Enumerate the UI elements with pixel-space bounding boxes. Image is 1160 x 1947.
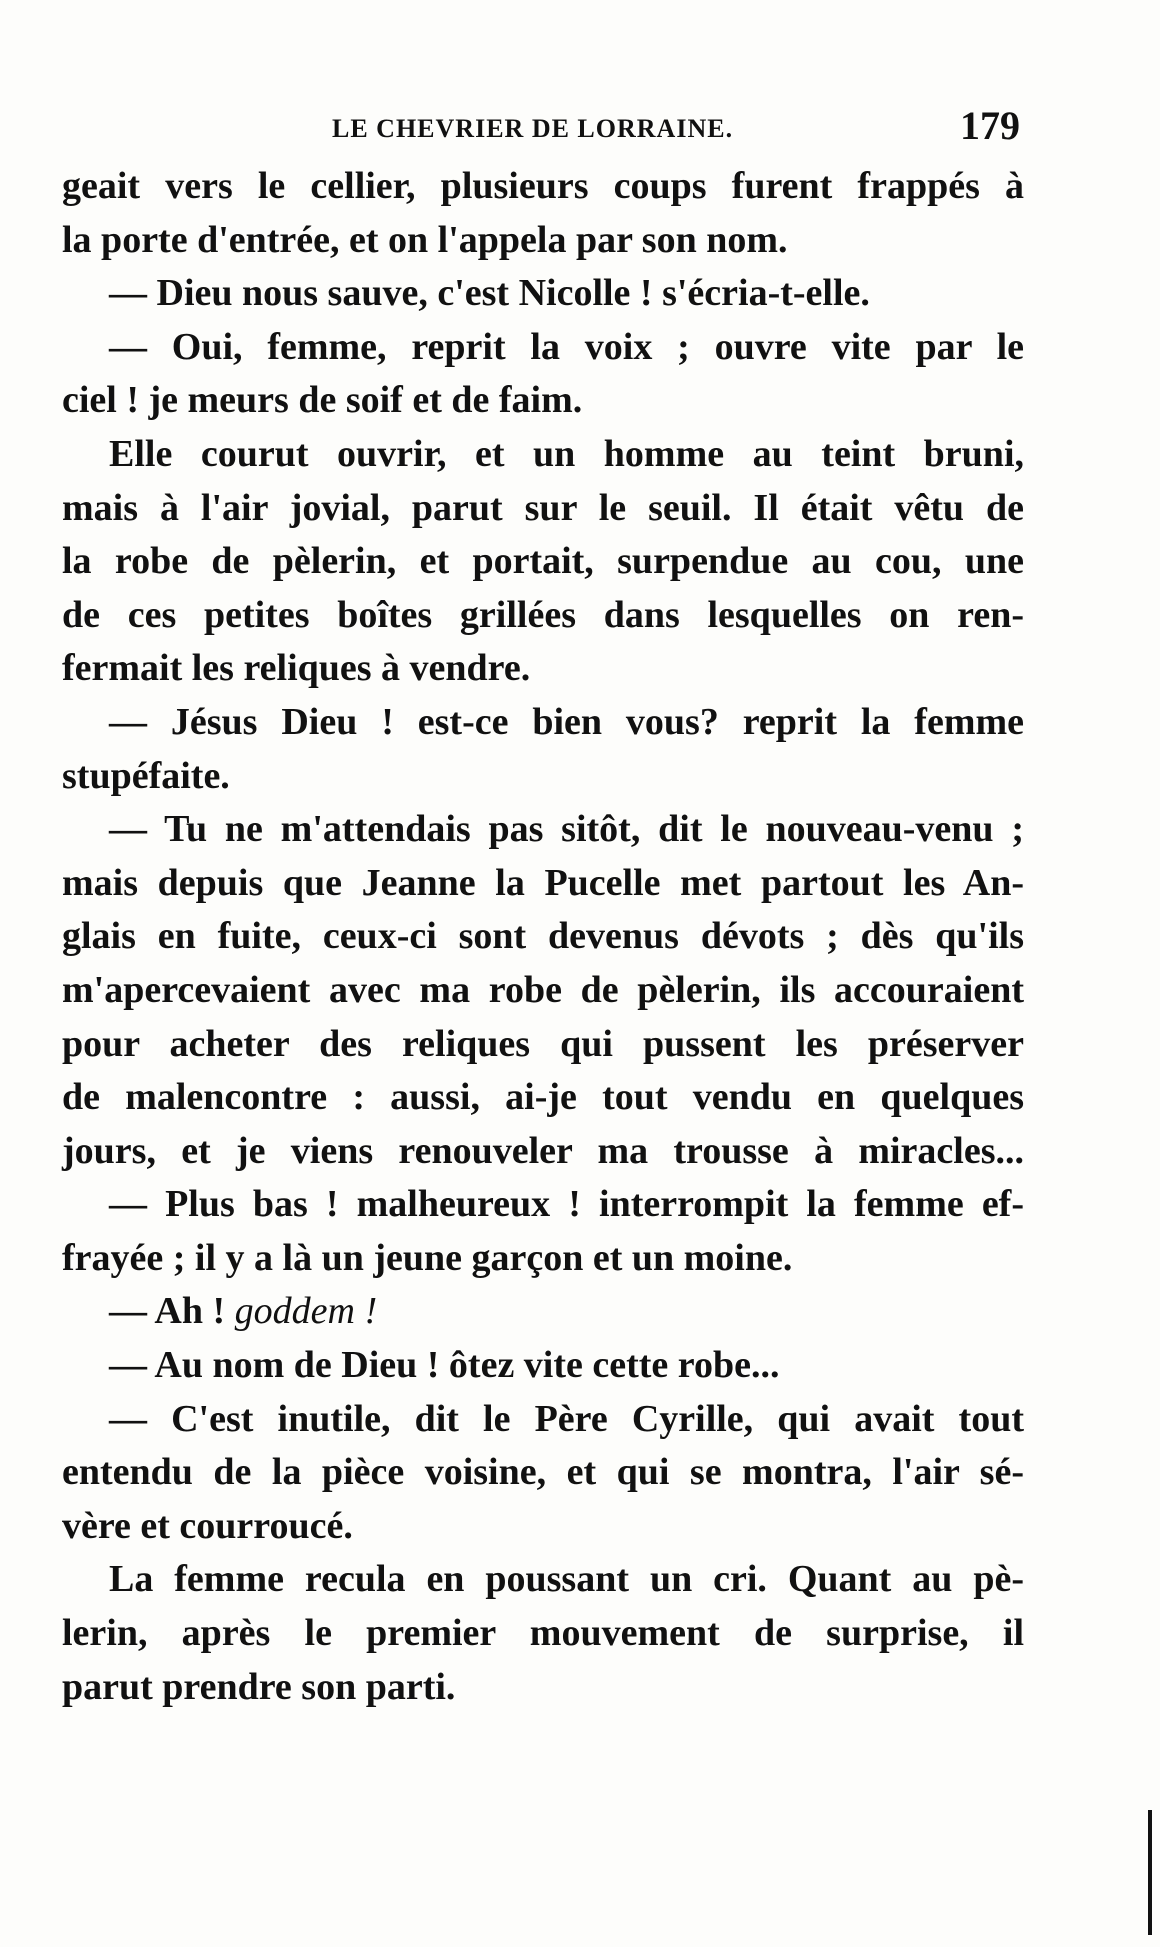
text-line: de ces petites boîtes grillées dans lesquelles on ren- [62,593,1024,636]
running-header [62,103,1020,148]
text-line [62,1285,1024,1339]
text-line: — C'est inutile, dit le Père Cyrille, qui avait tout [109,1397,1024,1440]
text-line: la robe de pèlerin, et portait, surpendue au cou, une [62,540,1024,583]
text-line: — Dieu nous sauve, c'est Nicolle ! s'écria-t-elle. [109,272,870,315]
text-line: — Jésus Dieu ! est-ce bien vous? reprit la femme [109,700,1024,743]
page-edge-mark [1148,1810,1152,1935]
running-title: LE CHEVRIER DE LORRAINE. [332,114,734,143]
text-line: — Oui, femme, reprit la voix ; ouvre vite par le [109,325,1024,368]
text-line: vère et courroucé. [62,1504,353,1547]
text-line: La femme recula en poussant un cri. Quant au pè- [109,1558,1024,1601]
text-line: glais en fuite, ceux-ci sont devenus dévots ; dès qu'ils [62,915,1024,958]
text-line: — Au nom de Dieu ! ôtez vite cette robe... [109,1344,780,1387]
text-line: de malencontre : aussi, ai-je tout vendu en quelques [62,1076,1024,1119]
body-text [62,160,1024,1714]
text-line: Elle courut ouvrir, et un homme au teint bruni, [109,432,1024,475]
italic-word: goddem ! [234,1290,378,1333]
text-line: geait vers le cellier, plusieurs coups furent frappés à [62,165,1024,207]
text-line: fermait les reliques à vendre. [62,647,531,690]
text-line: mais depuis que Jeanne la Pucelle met partout les An- [62,861,1024,904]
text-line: — Tu ne m'attendais pas sitôt, dit le nouveau-venu ; [109,808,1024,851]
exclamation-text: — Ah ! [109,1290,226,1333]
text-line: — Plus bas ! malheureux ! interrompit la femme ef- [109,1183,1024,1226]
text-line: mais à l'air jovial, parut sur le seuil. Il était vêtu de [62,486,1024,529]
page-number: 179 [960,103,1020,148]
text-line: jours, et je viens renouveler ma trousse à miracles... [62,1129,1024,1172]
text-line: lerin, après le premier mouvement de surprise, il [62,1612,1024,1655]
text-line: m'apercevaient avec ma robe de pèlerin, ils accouraient [62,968,1024,1011]
text-line: ciel ! je meurs de soif et de faim. [62,379,583,422]
text-line: frayée ; il y a là un jeune garçon et un moine. [62,1236,793,1279]
text-line: parut prendre son parti. [62,1665,456,1708]
text-line: stupéfaite. [62,754,230,797]
text-line: la porte d'entrée, et on l'appela par son nom. [62,218,788,261]
text-line: entendu de la pièce voisine, et qui se montra, l'air sé- [62,1451,1024,1494]
text-line: pour acheter des reliques qui pussent les préserver [62,1022,1024,1065]
